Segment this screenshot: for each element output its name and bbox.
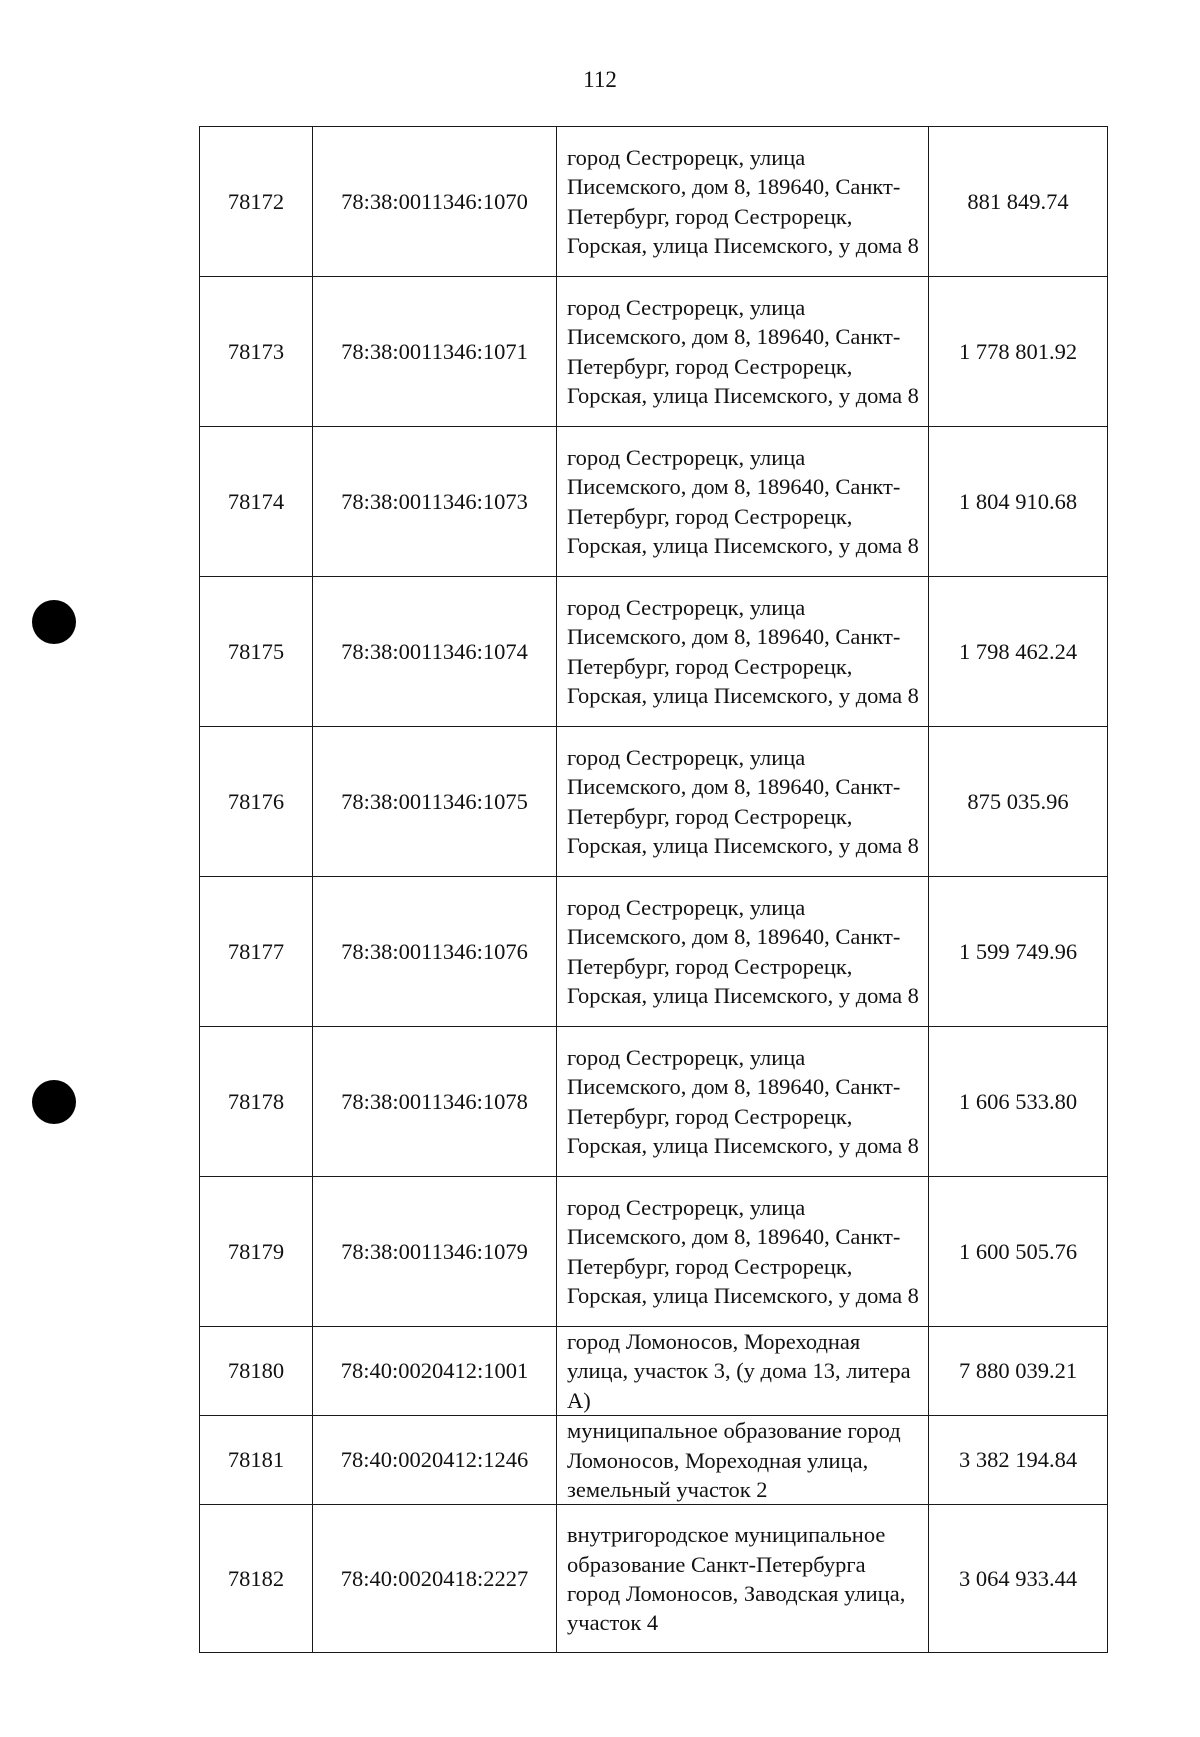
- row-number-cell: 78178: [200, 1027, 313, 1177]
- table-row: [200, 877, 1108, 1027]
- cadastral-value-cell: 881 849.74: [929, 127, 1108, 277]
- cadastral-number-cell: 78:38:0011346:1078: [313, 1027, 557, 1177]
- cadastral-value-cell: 1 599 749.96: [929, 877, 1108, 1027]
- page-number: 112: [583, 67, 617, 92]
- address-cell: город Сестрорецк, улица Писемского, дом 8, 189640, Санкт-Петербург, город Сестрорецк, Горская, улица Писемского, у дома 8: [557, 577, 929, 727]
- table-row: [200, 1327, 1108, 1416]
- row-number-cell: 78181: [200, 1416, 313, 1505]
- cadastral-number-cell: 78:38:0011346:1073: [313, 427, 557, 577]
- row-number-cell: 78180: [200, 1327, 313, 1416]
- cadastral-value-cell: 3 064 933.44: [929, 1505, 1108, 1653]
- table-row: [200, 1416, 1108, 1505]
- row-number-cell: 78177: [200, 877, 313, 1027]
- table-row: [200, 1027, 1108, 1177]
- table-row: [200, 277, 1108, 427]
- row-number-cell: 78172: [200, 127, 313, 277]
- cadastral-number-cell: 78:40:0020412:1001: [313, 1327, 557, 1416]
- row-number-cell: 78174: [200, 427, 313, 577]
- cadastral-value-cell: 3 382 194.84: [929, 1416, 1108, 1505]
- row-number-cell: 78182: [200, 1505, 313, 1653]
- address-cell: город Сестрорецк, улица Писемского, дом 8, 189640, Санкт-Петербург, город Сестрорецк, Горская, улица Писемского, у дома 8: [557, 727, 929, 877]
- cadastral-value-cell: 1 804 910.68: [929, 427, 1108, 577]
- punch-hole-mark: [32, 1080, 76, 1124]
- cadastral-value-cell: 1 798 462.24: [929, 577, 1108, 727]
- cadastral-number-cell: 78:40:0020418:2227: [313, 1505, 557, 1653]
- address-cell: город Сестрорецк, улица Писемского, дом 8, 189640, Санкт-Петербург, город Сестрорецк, Горская, улица Писемского, у дома 8: [557, 277, 929, 427]
- row-number-cell: 78179: [200, 1177, 313, 1327]
- row-number-cell: 78173: [200, 277, 313, 427]
- row-number-cell: 78175: [200, 577, 313, 727]
- table-row: [200, 727, 1108, 877]
- table-row: [200, 577, 1108, 727]
- table-row: [200, 1177, 1108, 1327]
- cadastral-value-cell: 7 880 039.21: [929, 1327, 1108, 1416]
- cadastral-number-cell: 78:38:0011346:1071: [313, 277, 557, 427]
- cadastral-number-cell: 78:38:0011346:1074: [313, 577, 557, 727]
- cadastral-value-cell: 1 600 505.76: [929, 1177, 1108, 1327]
- table-row: [200, 427, 1108, 577]
- address-cell: город Сестрорецк, улица Писемского, дом 8, 189640, Санкт-Петербург, город Сестрорецк, Горская, улица Писемского, у дома 8: [557, 427, 929, 577]
- cadastral-number-cell: 78:38:0011346:1075: [313, 727, 557, 877]
- cadastral-number-cell: 78:38:0011346:1070: [313, 127, 557, 277]
- address-cell: город Сестрорецк, улица Писемского, дом 8, 189640, Санкт-Петербург, город Сестрорецк, Горская, улица Писемского, у дома 8: [557, 1177, 929, 1327]
- table-row: [200, 1505, 1108, 1653]
- cadastral-value-table: [199, 126, 1108, 1653]
- punch-hole-mark: [32, 600, 76, 644]
- cadastral-value-cell: 1 778 801.92: [929, 277, 1108, 427]
- cadastral-value-cell: 1 606 533.80: [929, 1027, 1108, 1177]
- cadastral-number-cell: 78:40:0020412:1246: [313, 1416, 557, 1505]
- address-cell: город Ломоносов, Мореходная улица, участок 3, (у дома 13, литера А): [557, 1327, 929, 1416]
- table-row: [200, 127, 1108, 277]
- cadastral-number-cell: 78:38:0011346:1076: [313, 877, 557, 1027]
- cadastral-value-cell: 875 035.96: [929, 727, 1108, 877]
- row-number-cell: 78176: [200, 727, 313, 877]
- address-cell: город Сестрорецк, улица Писемского, дом 8, 189640, Санкт-Петербург, город Сестрорецк, Горская, улица Писемского, у дома 8: [557, 877, 929, 1027]
- address-cell: внутригородское муниципальное образование Санкт-Петербурга город Ломоносов, Заводская улица, участок 4: [557, 1505, 929, 1653]
- cadastral-number-cell: 78:38:0011346:1079: [313, 1177, 557, 1327]
- address-cell: муниципальное образование город Ломоносов, Мореходная улица, земельный участок 2: [557, 1416, 929, 1505]
- address-cell: город Сестрорецк, улица Писемского, дом 8, 189640, Санкт-Петербург, город Сестрорецк, Горская, улица Писемского, у дома 8: [557, 1027, 929, 1177]
- address-cell: город Сестрорецк, улица Писемского, дом 8, 189640, Санкт-Петербург, город Сестрорецк, Горская, улица Писемского, у дома 8: [557, 127, 929, 277]
